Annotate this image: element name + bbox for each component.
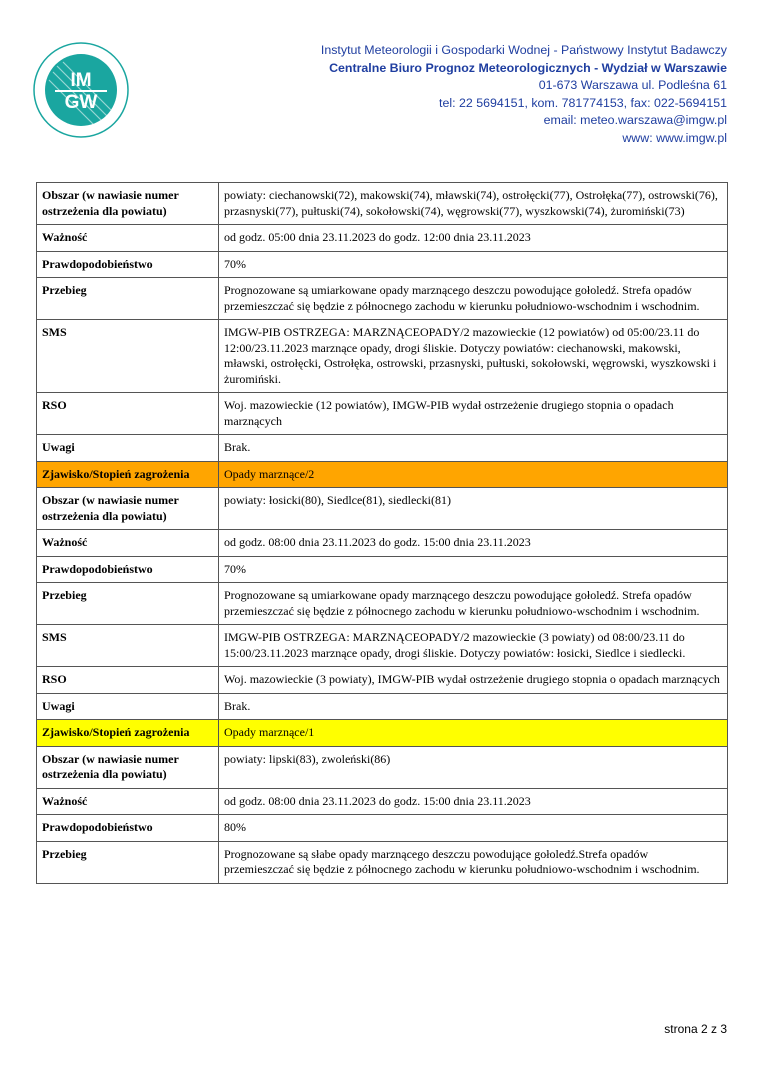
row-label: Zjawisko/Stopień zagrożenia — [37, 461, 219, 488]
row-label: Prawdopodobieństwo — [37, 251, 219, 278]
header-institute-name: Instytut Meteorologii i Gospodarki Wodnej - Państwowy Instytut Badawczy — [320, 43, 727, 57]
table-row — [37, 488, 728, 530]
table-row — [37, 251, 728, 278]
row-value: Prognozowane są umiarkowane opady marznącego deszczu powodujące gołoledź. Strefa opadów przemieszczać się będzie z północnego zachodu w kierunku południowo-wschodnim i wschodnim. — [219, 583, 728, 625]
row-label: Przebieg — [37, 583, 219, 625]
header-address: 01-673 Warszawa ul. Podleśna 61 — [538, 78, 727, 92]
row-value: Opady marznące/2 — [219, 461, 728, 488]
table-row — [37, 393, 728, 435]
table-row — [37, 815, 728, 842]
row-value: Woj. mazowieckie (3 powiaty), IMGW-PIB wydał ostrzeżenie drugiego stopnia o opadach marznących — [219, 667, 728, 694]
row-label: Prawdopodobieństwo — [37, 815, 219, 842]
header-phone: tel: 22 5694151, kom. 781774153, fax: 022-5694151 — [439, 95, 727, 110]
row-label: Uwagi — [37, 435, 219, 462]
table-row — [37, 556, 728, 583]
row-value: Opady marznące/1 — [219, 720, 728, 747]
row-value: IMGW-PIB OSTRZEGA: MARZNĄCEOPADY/2 mazowieckie (12 powiatów) od 05:00/23.11 do 12:00/23.11.2023 marznące opady, drogi śliskie. Dotyczy powiatów: ciechanowski, makowski, mławski, ostrołęcki, Ostrołęka, ostrowski, przasnyski, pułtuski, sokołowski, węgrowski, wyszkowski i żuromiński. — [219, 320, 728, 393]
row-value: powiaty: ciechanowski(72), makowski(74), mławski(74), ostrołęcki(77), Ostrołęka(77), ostrowski(76), przasnyski(77), pułtuski(74), sokołowski(74), węgrowski(77), wyszkowski(74), żuromiński(73) — [219, 183, 728, 225]
table-row — [37, 720, 728, 747]
row-value: Woj. mazowieckie (12 powiatów), IMGW-PIB wydał ostrzeżenie drugiego stopnia o opadach marznących — [219, 393, 728, 435]
row-value: od godz. 08:00 dnia 23.11.2023 do godz. 15:00 dnia 23.11.2023 — [219, 788, 728, 815]
row-label: SMS — [37, 320, 219, 393]
logo-text-top: IM — [70, 70, 92, 91]
warnings-table — [36, 182, 728, 884]
row-value: 70% — [219, 556, 728, 583]
row-label: Ważność — [37, 530, 219, 557]
row-label: Obszar (w nawiasie numer ostrzeżenia dla powiatu) — [37, 746, 219, 788]
table-row — [37, 788, 728, 815]
row-value: IMGW-PIB OSTRZEGA: MARZNĄCEOPADY/2 mazowieckie (3 powiaty) od 08:00/23.11 do 15:00/23.11.2023 marznące opady, drogi śliskie. Dotyczy powiatów: łosicki, Siedlce i siedlecki. — [219, 625, 728, 667]
row-value: powiaty: łosicki(80), Siedlce(81), siedlecki(81) — [219, 488, 728, 530]
row-label: RSO — [37, 393, 219, 435]
table-row — [37, 841, 728, 883]
table-row — [37, 183, 728, 225]
table-row — [37, 667, 728, 694]
page-number: strona 2 z 3 — [664, 1022, 727, 1036]
table-row — [37, 530, 728, 557]
table-row — [37, 278, 728, 320]
row-value: Brak. — [219, 435, 728, 462]
header-website: www: www.imgw.pl — [622, 130, 727, 145]
table-row — [37, 461, 728, 488]
row-value: powiaty: lipski(83), zwoleński(86) — [219, 746, 728, 788]
logo-text-bottom: GW — [64, 92, 98, 113]
row-label: Uwagi — [37, 693, 219, 720]
row-label: Obszar (w nawiasie numer ostrzeżenia dla powiatu) — [37, 488, 219, 530]
row-label: Przebieg — [37, 841, 219, 883]
table-row — [37, 693, 728, 720]
row-value: 70% — [219, 251, 728, 278]
row-label: Zjawisko/Stopień zagrożenia — [37, 720, 219, 747]
row-value: od godz. 05:00 dnia 23.11.2023 do godz. 12:00 dnia 23.11.2023 — [219, 225, 728, 252]
row-value: Prognozowane są słabe opady marznącego deszczu powodujące gołoledź.Strefa opadów przemieszczać się będzie z północnego zachodu w kierunku południowo-wschodnim i wschodnim. — [219, 841, 728, 883]
imgw-logo — [33, 42, 129, 138]
row-label: RSO — [37, 667, 219, 694]
row-label: Przebieg — [37, 278, 219, 320]
row-label: SMS — [37, 625, 219, 667]
row-value: 80% — [219, 815, 728, 842]
header-bureau-name: Centralne Biuro Prognoz Meteorologicznych - Wydział w Warszawie — [329, 60, 727, 75]
row-value: Brak. — [219, 693, 728, 720]
row-label: Prawdopodobieństwo — [37, 556, 219, 583]
table-row — [37, 625, 728, 667]
row-label: Ważność — [37, 788, 219, 815]
table-row — [37, 320, 728, 393]
row-label: Obszar (w nawiasie numer ostrzeżenia dla powiatu) — [37, 183, 219, 225]
table-row — [37, 225, 728, 252]
institute-header — [321, 42, 727, 147]
table-row — [37, 435, 728, 462]
row-label: Ważność — [37, 225, 219, 252]
table-row — [37, 746, 728, 788]
row-value: od godz. 08:00 dnia 23.11.2023 do godz. 15:00 dnia 23.11.2023 — [219, 530, 728, 557]
table-row — [37, 583, 728, 625]
row-value: Prognozowane są umiarkowane opady marznącego deszczu powodujące gołoledź. Strefa opadów przemieszczać się będzie z północnego zachodu w kierunku południowo-wschodnim i wschodnim. — [219, 278, 728, 320]
header-email: email: meteo.warszawa@imgw.pl — [543, 113, 727, 127]
